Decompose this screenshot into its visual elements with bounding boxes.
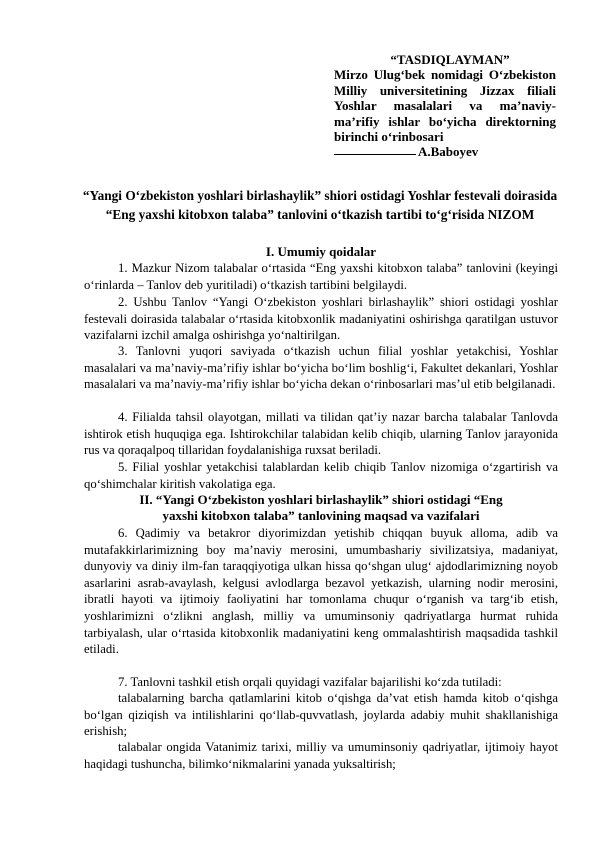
approval-heading: “TASDIQLAYMAN” (390, 52, 510, 67)
document-title: “Yangi O‘zbekiston yoshlari birlashaylik” shiori ostidagi Yoshlar festevali doirasida “Eng yaxshi kitobxon talaba” tanlovini o‘tkazish tartibi to‘g‘risida NIZOM (82, 188, 558, 222)
section-2-paragraph-7: 7. Tanlovni tashkil etish orqali quyidagi vazifalar bajarilishi ko‘zda tutiladi: (118, 675, 502, 689)
signature-line (334, 154, 416, 155)
signature-name: A.Baboyev (418, 144, 479, 160)
section-1-paragraph-5: 5. Filial yoshlar yetakchisi talablardan kelib chiqib Tanlov nizomiga o‘zgartirish va qo‘shimchalar kiritish vakolatiga ega. (84, 460, 558, 491)
section-2-task-2: talabalar ongida Vatanimiz tarixi, milliy va umuminsoniy qadriyatlar, ijtimoiy hayot haqidagi tushuncha, bilimko‘nikmalarini yanada yuksaltirish; (84, 740, 558, 771)
section-2-heading-line-1: II. “Yangi O‘zbekiston yoshlari birlashaylik” shiori ostidagi “Eng (139, 492, 503, 507)
section-1-heading: I. Umumiy qoidalar (265, 244, 377, 259)
section-1-paragraph-4: 4. Filialda tahsil olayotgan, millati va tilidan qat’iy nazar barcha talabalar Tanlovda ishtirok etish huquqiga ega. Ishtirokchilar talabidan kelib chiqib, ularning Tanlov jarayonida rus va qoraqalpoq tillaridan foydalanishiga ruxsat beriladi. (84, 410, 558, 458)
approval-block (334, 52, 556, 160)
approval-text: Mirzo Ulug‘bek nomidagi O‘zbekiston Milliy universitetining Jizzax filiali Yoshlar masalalari va ma’naviy-ma’rifiy ishlar bo‘yicha direktorning birinchi o‘rinbosari (334, 67, 556, 145)
section-2-heading-line-2: yaxshi kitobxon talaba” tanlovining maqsad va vazifalari (162, 508, 480, 523)
section-1-paragraph-2: 2. Ushbu Tanlov “Yangi O‘zbekiston yoshlari birlashaylik” shiori ostidagi yoshlar festevali doirasida talabalar o‘rtasida kitobxonlik madaniyatini oshirishga qaratilgan ustuvor vazifalarni izchil amalga oshirishga yo‘naltirilgan. (84, 295, 558, 343)
section-2-task-1: talabalarning barcha qatlamlarini kitob o‘qishga da’vat etish hamda kitob o‘qishga bo‘lgan qiziqish va intilishlarini qo‘llab-quvvatlash, joylarda adabiy muhit shakllanishiga erishish; (84, 691, 558, 739)
signature-line-row (334, 144, 556, 159)
section-1-paragraph-3: 3. Tanlovni yuqori saviyada o‘tkazish uchun filial yoshlar yetakchisi, Yoshlar masalalari va ma’naviy-ma’rifiy ishlar bo‘yicha bo‘lim boshlig‘i, Fakultet dekanlari, Yoshlar masalalari va ma’naviy-ma’rifiy ishlar bo‘yicha dekan o‘rinbosarlari mas’ul etib belgilanadi. (84, 344, 558, 392)
section-2-paragraph-6: 6. Qadimiy va betakror diyorimizdan yetishib chiqqan buyuk alloma, adib va mutafakkirlarimizning boy ma’naviy merosini, umumbashariy sivilizatsiya, madaniyat, dunyoviy va diniy ilm-fan taraqqiyotiga ulkan hissa qo‘shgan ulug‘ ajdodlarimizning noyob asarlarini asrab-avaylash, kelgusi avlodlarga bezavol yetkazish, ularning nodir merosini, ibratli hayoti va ijtimoiy faoliyatini har tomonlama chuqur o‘rganish va targ‘ib etish, yoshlarimizni o‘zlikni anglash, milliy va umuminsoniy qadriyatlarga hurmat ruhida tarbiyalash, ular o‘rtasida kitobxonlik madaniyatini keng ommalashtirish maqsadida tashkil etiladi. (84, 526, 558, 657)
section-1-paragraph-1: 1. Mazkur Nizom talabalar o‘rtasida “Eng yaxshi kitobxon talaba” tanlovini (keyingi o‘rinlarda – Tanlov deb yuritiladi) o‘tkazish tartibini belgilaydi. (84, 261, 558, 292)
